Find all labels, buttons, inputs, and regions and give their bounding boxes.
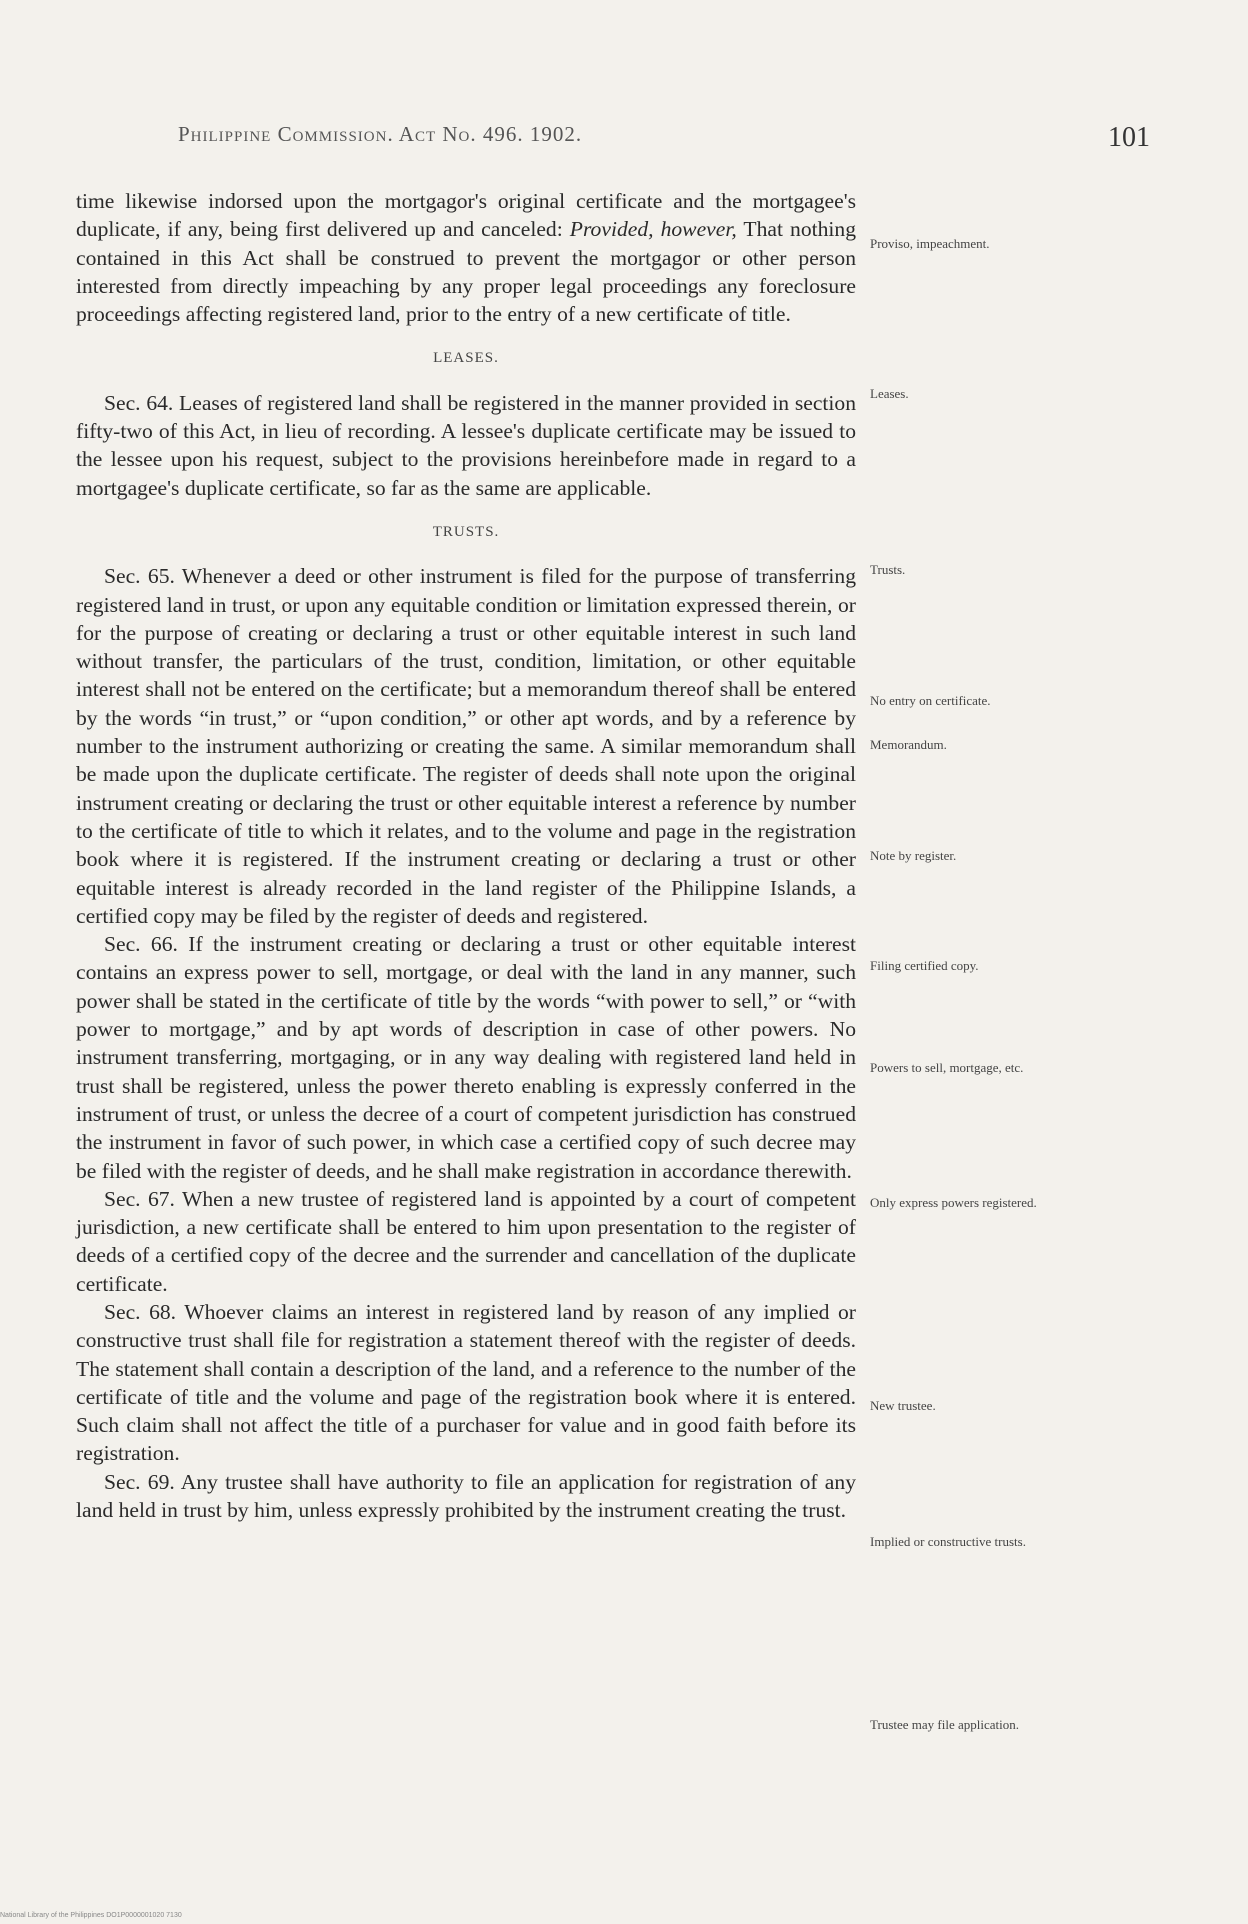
library-stamp: National Library of the Philippines DO1P0000001020 7130 [0, 1912, 182, 1919]
margin-note: New trustee. [870, 1398, 936, 1413]
margin-note: Proviso, impeachment. [870, 236, 990, 251]
paragraph-text: That nothing contained in this Act shall be construed to prevent the mortgagor or other person interested from directly impeaching by any proper legal proceedings any foreclosure proceedings affecting registered land, prior to the entry of a new certificate of title. [76, 217, 857, 327]
heading-trusts: TRUSTS. [432, 523, 500, 540]
page-header [150, 122, 1150, 162]
paragraph-text: time likewise indorsed upon the mortgagor's original certificate and the mortgagee's duplicate, if any, being first delivered up and canceled: [76, 189, 856, 242]
margin-note: Trustee may file application. [870, 1717, 1019, 1732]
heading-leases: LEASES. [433, 350, 499, 367]
margin-note: Note by register. [870, 848, 957, 863]
section-68: Sec. 68. Whoever claims an interest in registered land by reason of any implied or constructive trust shall file for registration a statement thereof with the register of deeds. The statement shall contain a description of the land, and a reference to the number of the certificate of title and the volume and page of the registration book where it is entered. Such claim shall not affect the title of a purchaser for value and in good faith before its registration. [76, 1299, 856, 1466]
section-69: Sec. 69. Any trustee shall have authority to file an application for registration of any land held in trust by him, unless expressly prohibited by the instrument creating the trust. [76, 1469, 856, 1523]
running-head: Philippine Commission. Act No. 496. 1902. [178, 122, 583, 146]
margin-note: Filing certified copy. [870, 958, 979, 973]
section-64: Sec. 64. Leases of registered land shall be registered in the manner provided in section fifty-two of this Act, in lieu of recording. A lessee's duplicate certificate may be issued to the lessee upon his request, subject to the provisions hereinbefore made in regard to a mortgagee's duplicate certificate, so far as the same are applicable. [76, 390, 856, 500]
margin-note: Powers to sell, mortgage, etc. [870, 1060, 1024, 1075]
paragraph-continued [76, 187, 856, 328]
margin-note: No entry on certificate. [870, 693, 991, 708]
page-number: 101 [1108, 122, 1150, 153]
margin-note: Only express powers registered. [870, 1195, 1037, 1210]
section-67: Sec. 67. When a new trustee of registered land is appointed by a court of competent jurisdiction, a new certificate shall be entered to him upon presentation to the register of deeds of a certified copy of the decree and the surrender and cancellation of the duplicate certificate. [76, 1186, 856, 1296]
body-text [76, 187, 856, 1524]
section-66: Sec. 66. If the instrument creating or declaring a trust or other equitable interest contains an express power to sell, mortgage, or deal with the land in any manner, such power shall be stated in the certificate of title by the words “with power to sell,” or “with power to mortgage,” and by apt words of description in case of other powers. No instrument transferring, mortgaging, or in any way dealing with registered land held in trust shall be registered, unless the power thereto enabling is expressly conferred in the instrument of trust, or unless the decree of a court of competent jurisdiction has construed the instrument in favor of such power, in which case a certified copy of such decree may be filed with the register of deeds, and he shall make registration in accordance therewith. [76, 932, 856, 1183]
section-65: Sec. 65. Whenever a deed or other instrument is filed for the purpose of transferring registered land in trust, or upon any equitable condition or limitation expressed therein, or for the purpose of creating or declaring a trust or other equitable interest in such land without transfer, the particulars of the trust, condition, limitation, or other equitable interest shall not be entered on the certificate; but a memorandum thereof shall be entered by the words “in trust,” or “upon condition,” or other apt words, and by a reference by number to the instrument authorizing or creating the same. A similar memorandum shall be made upon the duplicate certificate. The register of deeds shall note upon the original instrument creating or declaring the trust or other equitable interest a reference by number to the certificate of title to which it relates, and to the volume and page in the registration book where it is registered. If the instrument creating or declaring a trust or other equitable interest is already recorded in the land register of the Philippine Islands, a certified copy may be filed by the register of deeds and registered. [76, 564, 856, 928]
margin-note: Implied or constructive trusts. [870, 1534, 1026, 1549]
margin-note: Leases. [870, 386, 909, 401]
margin-note: Trusts. [870, 562, 906, 577]
proviso-italic: Provided, however, [569, 217, 737, 242]
margin-note: Memorandum. [870, 737, 947, 752]
